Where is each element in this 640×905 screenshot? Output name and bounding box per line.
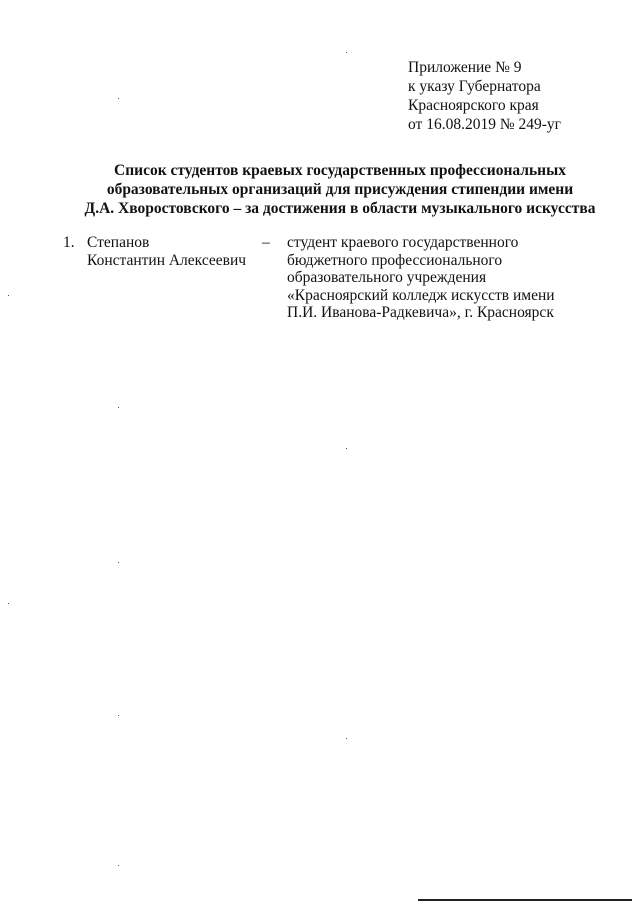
title-line-1: Список студентов краевых государственных профессиональных xyxy=(114,162,566,179)
scan-speck xyxy=(118,865,119,866)
description-line: П.И. Иванова-Радкевича», г. Красноярск xyxy=(287,304,554,321)
scan-edge-line xyxy=(418,899,632,901)
appendix-decree-ref: к указу Губернатора xyxy=(408,78,541,95)
student-name xyxy=(87,234,246,269)
student-given-names: Константин Алексеевич xyxy=(87,251,247,269)
appendix-date: от 16.08.2019 № 249-уг xyxy=(408,116,562,133)
appendix-number: Приложение № 9 xyxy=(408,59,522,76)
title-line-3: Д.А. Хворостовского – за достижения в области музыкального искусства xyxy=(84,200,596,217)
scan-speck xyxy=(346,738,347,739)
scan-speck xyxy=(8,603,9,604)
scan-speck xyxy=(346,448,347,449)
student-surname: Степанов xyxy=(87,234,150,251)
description-line: студент краевого государственного xyxy=(287,234,519,251)
scan-speck xyxy=(346,52,347,53)
scan-speck xyxy=(118,407,119,408)
appendix-region: Красноярского края xyxy=(408,97,539,114)
scan-speck xyxy=(118,715,119,716)
title-line-2: образовательных организаций для присуждения стипендии имени xyxy=(106,181,574,198)
student-description xyxy=(287,234,555,322)
description-line: бюджетного профессионального xyxy=(287,251,503,269)
scan-speck xyxy=(8,295,9,296)
scan-speck xyxy=(118,562,119,563)
description-line: «Красноярский колледж искусств имени xyxy=(287,286,555,304)
scan-speck xyxy=(118,98,119,99)
appendix-header xyxy=(408,58,561,134)
student-number: 1. xyxy=(63,234,75,251)
description-line: образовательного учреждения xyxy=(287,269,487,286)
document-title xyxy=(40,161,640,218)
entry-dash: – xyxy=(262,234,270,251)
